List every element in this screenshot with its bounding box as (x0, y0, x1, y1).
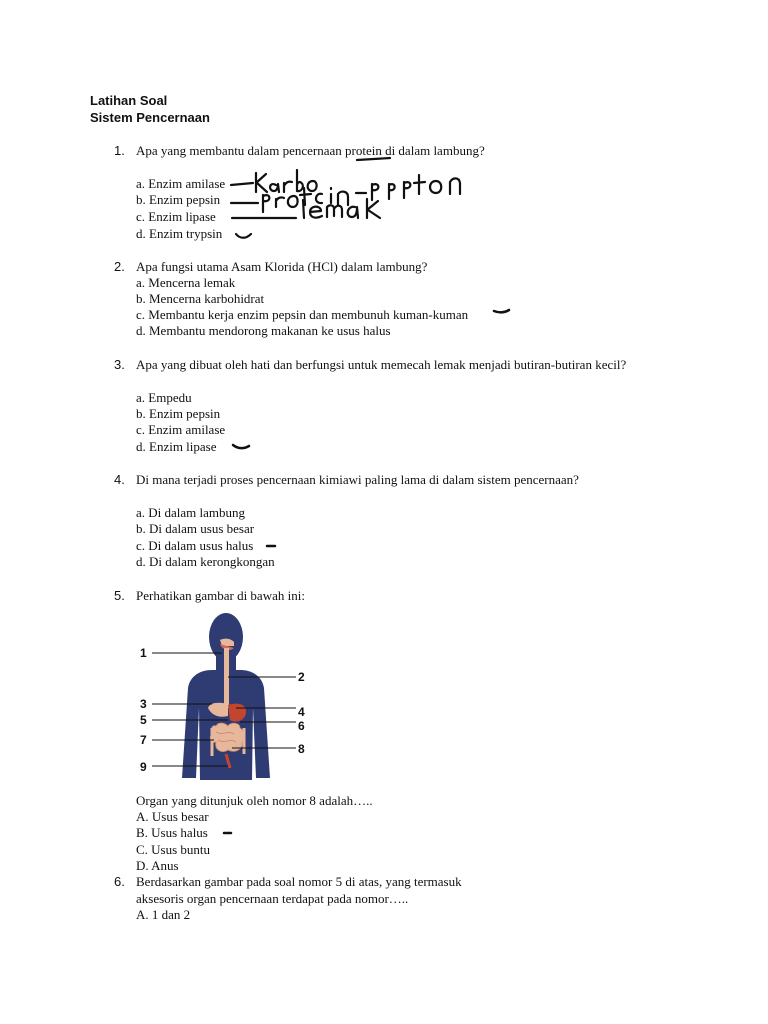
question-number: 4. (114, 472, 125, 487)
option-c: c. Membantu kerja enzim pepsin dan membunuh kuman-kuman (136, 307, 469, 322)
answer-mark (492, 307, 512, 317)
diagram-label-1: 1 (140, 646, 147, 660)
option-d: d. Membantu mendorong makanan ke usus halus (136, 323, 391, 338)
option-c: c. Enzim lipase (136, 209, 216, 224)
answer-mark (221, 828, 235, 838)
question-text: Di mana terjadi proses pencernaan kimiawi paling lama di dalam sistem pencernaan? (136, 472, 579, 487)
diagram-label-2: 2 (298, 670, 305, 684)
option-a: a. Di dalam lambung (136, 505, 246, 520)
question-text: Apa fungsi utama Asam Klorida (HCl) dalam lambung? (136, 259, 428, 274)
diagram-label-5: 5 (140, 713, 147, 727)
diagram-label-9: 9 (140, 760, 147, 774)
option-d: d. Enzim trypsin (136, 226, 223, 241)
option-a: A. 1 dan 2 (136, 907, 191, 922)
question-number: 3. (114, 357, 125, 372)
document-subtitle: Sistem Pencernaan (90, 110, 210, 125)
question-number: 2. (114, 259, 125, 274)
digestive-system-diagram (136, 604, 316, 788)
option-c: C. Usus buntu (136, 842, 211, 857)
option-d: d. Enzim lipase (136, 439, 217, 454)
option-a: a. Enzim amilase (136, 176, 226, 191)
option-c: c. Enzim amilase (136, 422, 226, 437)
diagram-label-7: 7 (140, 733, 147, 747)
question-text-line-2: aksesoris organ pencernaan terdapat pada nomor….. (136, 891, 409, 906)
option-d: D. Anus (136, 858, 179, 873)
option-b: B. Usus halus (136, 825, 208, 840)
option-b: b. Enzim pepsin (136, 406, 221, 421)
option-a: A. Usus besar (136, 809, 209, 824)
question-number: 1. (114, 143, 125, 158)
diagram-label-6: 6 (298, 719, 305, 733)
question-text: Apa yang membantu dalam pencernaan protein di dalam lambung? (136, 143, 485, 158)
option-b: b. Mencerna karbohidrat (136, 291, 265, 306)
option-c: c. Di dalam usus halus (136, 538, 254, 553)
question-number: 6. (114, 874, 125, 889)
option-b: b. Enzim pepsin (136, 192, 221, 207)
diagram-label-4: 4 (298, 705, 305, 719)
document-header (90, 92, 210, 126)
option-b: b. Di dalam usus besar (136, 521, 255, 536)
answer-mark (264, 541, 278, 551)
option-d: d. Di dalam kerongkongan (136, 554, 275, 569)
question-text: Apa yang dibuat oleh hati dan berfungsi untuk memecah lemak menjadi butiran-butiran kecil? (136, 357, 627, 372)
question-followup: Organ yang ditunjuk oleh nomor 8 adalah….. (136, 793, 373, 808)
question-text-line-1: Berdasarkan gambar pada soal nomor 5 di atas, yang termasuk (136, 874, 462, 889)
question-text: Perhatikan gambar di bawah ini: (136, 588, 305, 603)
handwritten-annotations (0, 0, 768, 260)
answer-mark (230, 441, 252, 453)
option-a: a. Empedu (136, 390, 192, 405)
option-a: a. Mencerna lemak (136, 275, 236, 290)
question-number: 5. (114, 588, 125, 603)
diagram-label-3: 3 (140, 697, 147, 711)
diagram-label-8: 8 (298, 742, 305, 756)
document-title: Latihan Soal (90, 93, 168, 108)
